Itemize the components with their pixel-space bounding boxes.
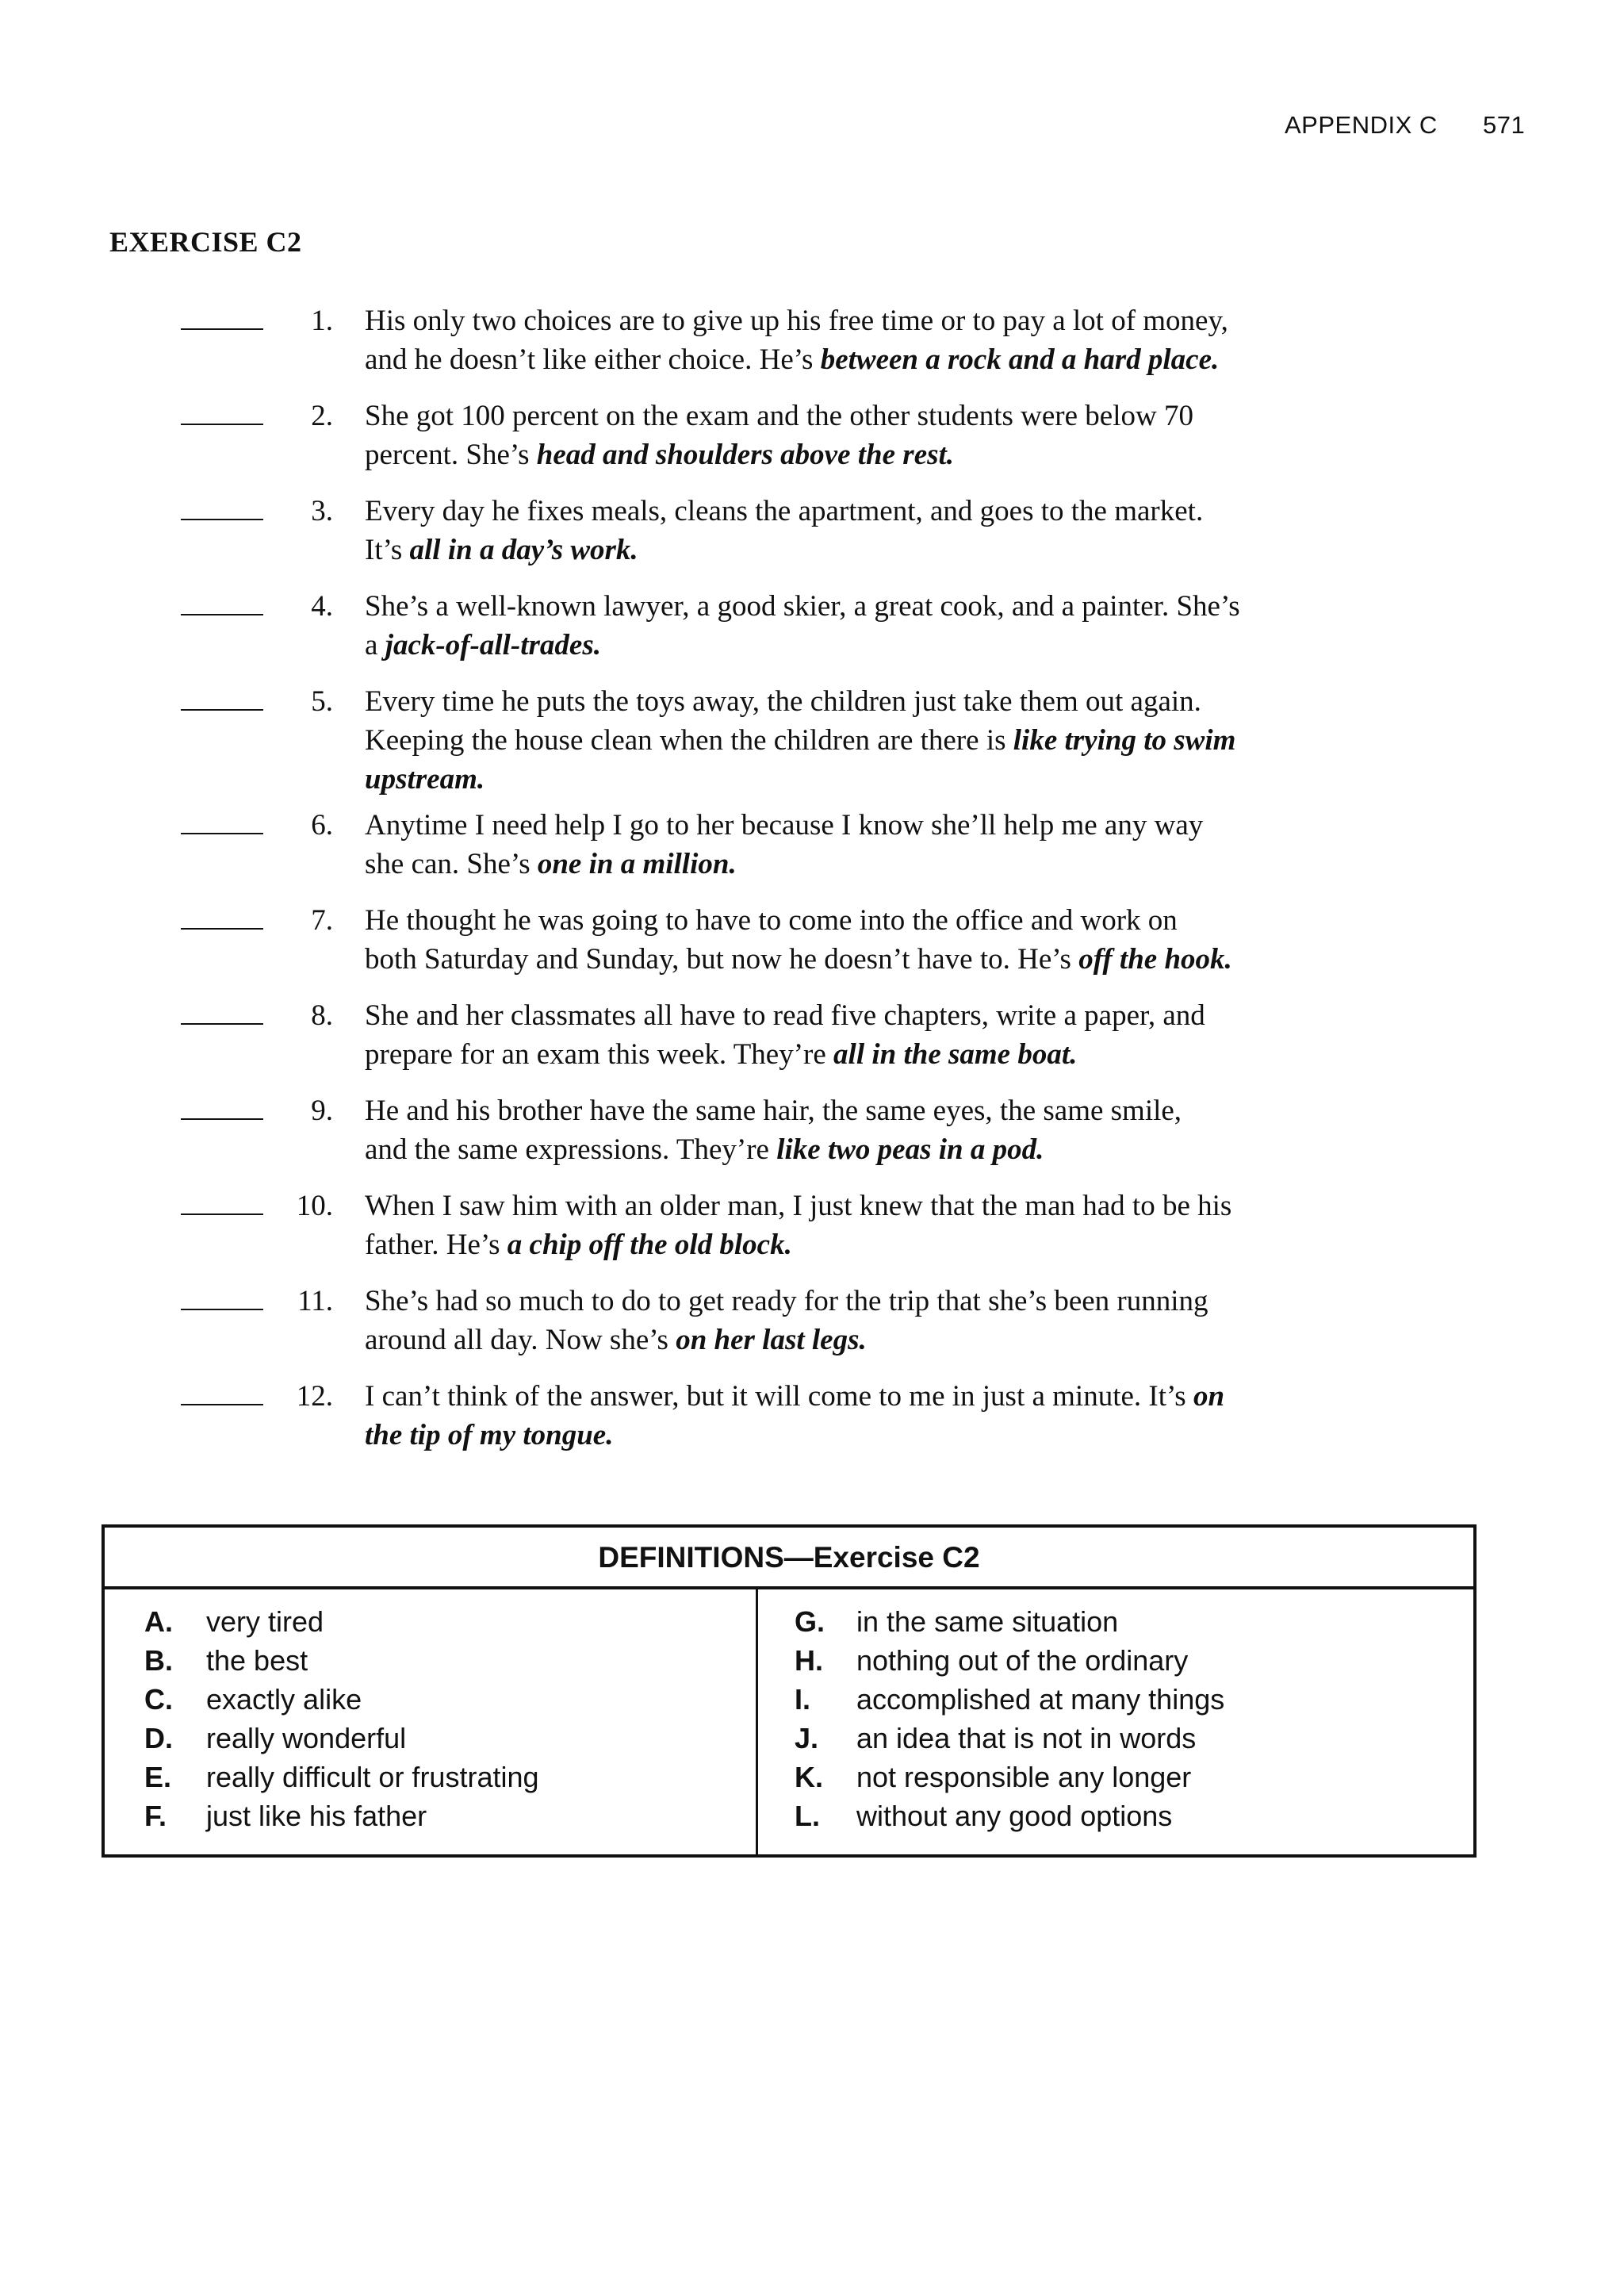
item-line	[365, 587, 1411, 626]
item-line	[365, 301, 1411, 340]
item-line	[365, 1035, 1411, 1074]
item-line	[365, 492, 1411, 531]
item-line	[365, 901, 1411, 940]
item-line	[365, 1377, 1411, 1416]
sentence-text: His only two choices are to give up his free time or to pay a lot of money,	[365, 305, 1228, 337]
idiom-text: between a rock and a hard place.	[820, 343, 1220, 376]
sentence-text: He thought he was going to have to come into the office and work on	[365, 904, 1178, 937]
definition-meaning: really difficult or frustrating	[206, 1761, 539, 1793]
definition-meaning: accomplished at many things	[856, 1683, 1225, 1716]
sentence-text: Every day he fixes meals, cleans the apartment, and goes to the market.	[365, 495, 1204, 527]
definition-letter: B.	[144, 1644, 173, 1677]
item-line	[365, 1282, 1411, 1321]
sentence-text: She’s a well-known lawyer, a good skier, a great cook, and a painter. She’s	[365, 590, 1240, 623]
item-number: 11.	[297, 1285, 333, 1317]
sentence-text: prepare for an exam this week. They’re	[365, 1038, 834, 1071]
item-text	[365, 901, 1411, 979]
answer-blank[interactable]	[181, 424, 263, 425]
item-line	[365, 1225, 1411, 1264]
definition-row	[795, 1719, 1413, 1758]
definitions-left-column	[144, 1602, 763, 1835]
definition-row	[144, 1680, 763, 1719]
item-number: 2.	[311, 400, 333, 432]
definition-meaning: not responsible any longer	[856, 1761, 1192, 1793]
item-number: 7.	[311, 904, 333, 937]
item-text	[365, 587, 1411, 665]
item-line	[365, 1416, 1411, 1455]
definition-letter: J.	[795, 1722, 819, 1754]
answer-blank[interactable]	[181, 928, 263, 930]
item-text	[365, 996, 1411, 1074]
answer-blank[interactable]	[181, 1309, 263, 1310]
sentence-text: she can. She’s	[365, 848, 538, 880]
definition-row	[144, 1719, 763, 1758]
idiom-text: a chip off the old block.	[507, 1229, 792, 1261]
sentence-text: When I saw him with an older man, I just knew that the man had to be his	[365, 1190, 1232, 1222]
item-text	[365, 806, 1411, 884]
exercise-item	[0, 492, 1624, 569]
idiom-text: on	[1193, 1380, 1225, 1413]
definition-meaning: in the same situation	[856, 1605, 1119, 1638]
item-line	[365, 806, 1411, 845]
item-number: 10.	[296, 1190, 333, 1222]
exercise-item	[0, 996, 1624, 1074]
idiom-text: one in a million.	[537, 848, 737, 880]
answer-blank[interactable]	[181, 1404, 263, 1405]
item-line	[365, 626, 1411, 665]
sentence-text: Keeping the house clean when the children are there is	[365, 724, 1013, 757]
definition-meaning: without any good options	[856, 1800, 1173, 1832]
item-number: 8.	[311, 999, 333, 1032]
exercise-item	[0, 1187, 1624, 1264]
definition-letter: F.	[144, 1800, 167, 1832]
definition-letter: H.	[795, 1644, 823, 1677]
idiom-text: jack-of-all-trades.	[385, 629, 601, 661]
item-line	[365, 340, 1411, 379]
item-line	[365, 1130, 1411, 1169]
idiom-text: on her last legs.	[676, 1324, 867, 1356]
sentence-text: She’s had so much to do to get ready for the trip that she’s been running	[365, 1285, 1208, 1317]
sentence-text: father. He’s	[365, 1229, 508, 1261]
definition-letter: E.	[144, 1761, 172, 1793]
idiom-text: the tip of my tongue.	[365, 1419, 614, 1451]
exercise-item	[0, 1377, 1624, 1455]
item-number: 4.	[311, 590, 333, 623]
exercise-item	[0, 901, 1624, 979]
definition-row	[795, 1796, 1413, 1835]
item-line	[365, 1187, 1411, 1225]
definitions-right-column	[795, 1602, 1413, 1835]
item-line	[365, 1091, 1411, 1130]
item-number: 3.	[311, 495, 333, 527]
item-number: 12.	[296, 1380, 333, 1413]
sentence-text: She got 100 percent on the exam and the other students were below 70	[365, 400, 1193, 432]
sentence-text: Anytime I need help I go to her because I know she’ll help me any way	[365, 809, 1204, 842]
item-text	[365, 397, 1411, 474]
idiom-text: like trying to swim	[1013, 724, 1236, 757]
sentence-text: a	[365, 629, 385, 661]
page-number: 571	[1483, 111, 1526, 139]
definition-row	[795, 1641, 1413, 1680]
definition-row	[795, 1680, 1413, 1719]
sentence-text: She and her classmates all have to read five chapters, write a paper, and	[365, 999, 1205, 1032]
answer-blank[interactable]	[181, 519, 263, 520]
definition-letter: A.	[144, 1605, 173, 1638]
definition-row	[144, 1796, 763, 1835]
item-line	[365, 940, 1411, 979]
item-line	[365, 721, 1411, 760]
definition-row	[144, 1758, 763, 1796]
item-text	[365, 1282, 1411, 1359]
idiom-text: all in the same boat.	[833, 1038, 1078, 1071]
exercise-item	[0, 397, 1624, 474]
item-line	[365, 682, 1411, 721]
definition-row	[144, 1602, 763, 1641]
idiom-text: all in a day’s work.	[409, 534, 638, 566]
sentence-text: both Saturday and Sunday, but now he doesn’t have to. He’s	[365, 943, 1079, 976]
item-text	[365, 682, 1411, 799]
definition-letter: I.	[795, 1683, 811, 1716]
sentence-text: and he doesn’t like either choice. He’s	[365, 343, 821, 376]
idiom-text: off the hook.	[1078, 943, 1232, 976]
item-line	[365, 435, 1411, 474]
exercise-item	[0, 1282, 1624, 1359]
answer-blank[interactable]	[181, 328, 263, 330]
definition-letter: L.	[795, 1800, 820, 1832]
definition-row	[795, 1758, 1413, 1796]
item-line	[365, 996, 1411, 1035]
item-line	[365, 1321, 1411, 1359]
item-number: 5.	[311, 685, 333, 718]
item-number: 1.	[311, 305, 333, 337]
definition-meaning: nothing out of the ordinary	[856, 1644, 1189, 1677]
answer-blank[interactable]	[181, 1023, 263, 1025]
definitions-title: DEFINITIONS—Exercise C2	[105, 1528, 1473, 1589]
answer-blank[interactable]	[181, 614, 263, 615]
definition-letter: D.	[144, 1722, 173, 1754]
exercise-item	[0, 301, 1624, 379]
definition-meaning: an idea that is not in words	[856, 1722, 1197, 1754]
definition-meaning: really wonderful	[206, 1722, 407, 1754]
item-line	[365, 760, 1411, 799]
answer-blank[interactable]	[181, 833, 263, 834]
sentence-text: Every time he puts the toys away, the children just take them out again.	[365, 685, 1201, 718]
item-text	[365, 1187, 1411, 1264]
idiom-text: head and shoulders above the rest.	[536, 439, 955, 471]
item-number: 9.	[311, 1095, 333, 1127]
item-text	[365, 492, 1411, 569]
definition-row	[144, 1641, 763, 1680]
sentence-text: I can’t think of the answer, but it will come to me in just a minute. It’s	[365, 1380, 1193, 1413]
definition-letter: G.	[795, 1605, 825, 1638]
definition-meaning: the best	[206, 1644, 308, 1677]
sentence-text: He and his brother have the same hair, the same eyes, the same smile,	[365, 1095, 1182, 1127]
answer-blank[interactable]	[181, 1118, 263, 1120]
sentence-text: It’s	[365, 534, 410, 566]
definition-row	[795, 1602, 1413, 1641]
answer-blank[interactable]	[181, 709, 263, 711]
exercise-item	[0, 806, 1624, 884]
definitions-box	[102, 1524, 1477, 1858]
section-label: APPENDIX C	[1285, 111, 1438, 139]
definition-letter: K.	[795, 1761, 823, 1793]
idiom-text: upstream.	[365, 763, 485, 796]
exercise-item	[0, 587, 1624, 665]
sentence-text: around all day. Now she’s	[365, 1324, 676, 1356]
item-line	[365, 531, 1411, 569]
idiom-text: like two peas in a pod.	[776, 1133, 1044, 1166]
item-line	[365, 845, 1411, 884]
item-number: 6.	[311, 809, 333, 842]
exercise-item	[0, 682, 1624, 796]
definition-meaning: very tired	[206, 1605, 324, 1638]
item-text	[365, 1377, 1411, 1455]
definition-meaning: exactly alike	[206, 1683, 362, 1716]
definition-letter: C.	[144, 1683, 173, 1716]
definition-meaning: just like his father	[206, 1800, 427, 1832]
item-text	[365, 1091, 1411, 1169]
exercise-item	[0, 1091, 1624, 1169]
item-text	[365, 301, 1411, 379]
sentence-text: percent. She’s	[365, 439, 537, 471]
item-line	[365, 397, 1411, 435]
sentence-text: and the same expressions. They’re	[365, 1133, 777, 1166]
exercise-title: EXERCISE C2	[109, 226, 302, 258]
answer-blank[interactable]	[181, 1214, 263, 1215]
